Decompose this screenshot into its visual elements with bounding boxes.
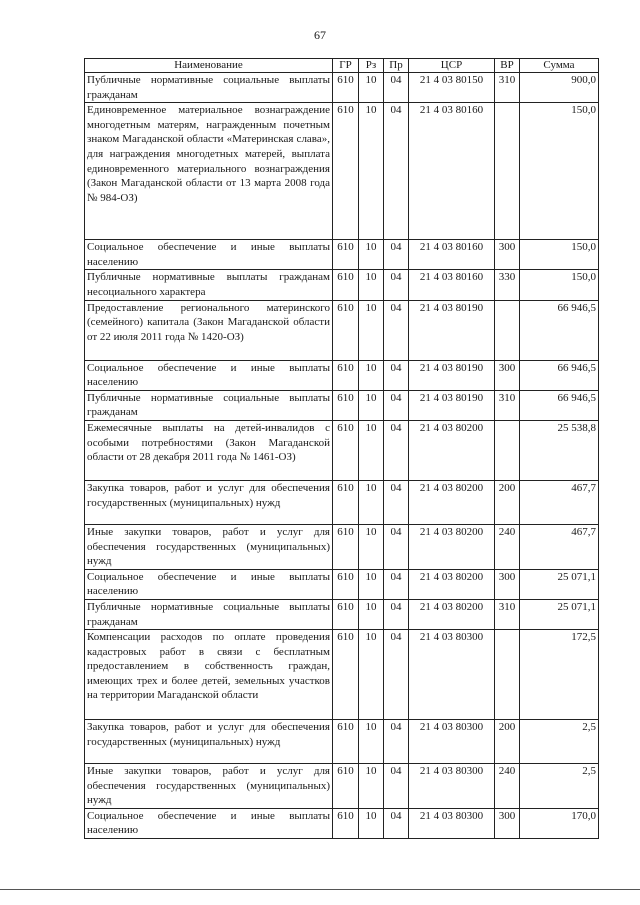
cell-name: Предоставление регионального материнского (семейного) капитала (Закон Магаданской области от 22 июля 2011 года № 1420-ОЗ)	[85, 300, 333, 360]
cell-csr: 21 4 03 80200	[409, 569, 495, 599]
cell-sum: 25 071,1	[520, 599, 599, 629]
cell-sum: 66 946,5	[520, 390, 599, 420]
cell-name: Публичные нормативные социальные выплаты гражданам	[85, 390, 333, 420]
cell-gr: 610	[333, 420, 359, 480]
cell-pr: 04	[384, 300, 409, 360]
cell-rz: 10	[359, 390, 384, 420]
cell-vr: 310	[495, 73, 520, 103]
cell-pr: 04	[384, 808, 409, 838]
cell-name: Ежемесячные выплаты на детей-инвалидов с особыми потребностями (Закон Магаданской области от 28 декабря 2011 года № 1461-ОЗ)	[85, 420, 333, 480]
cell-vr: 240	[495, 764, 520, 809]
cell-name: Социальное обеспечение и иные выплаты населению	[85, 569, 333, 599]
cell-csr: 21 4 03 80200	[409, 420, 495, 480]
table-row	[85, 420, 599, 480]
cell-csr: 21 4 03 80190	[409, 390, 495, 420]
cell-vr: 300	[495, 360, 520, 390]
cell-rz: 10	[359, 103, 384, 240]
header-sum: Сумма	[520, 59, 599, 73]
cell-sum: 150,0	[520, 270, 599, 300]
table-row	[85, 599, 599, 629]
table-row	[85, 808, 599, 838]
cell-pr: 04	[384, 764, 409, 809]
cell-rz: 10	[359, 73, 384, 103]
cell-gr: 610	[333, 73, 359, 103]
header-csr: ЦСР	[409, 59, 495, 73]
cell-gr: 610	[333, 360, 359, 390]
cell-name: Иные закупки товаров, работ и услуг для обеспечения государственных (муниципальных) нужд	[85, 524, 333, 569]
cell-vr: 300	[495, 569, 520, 599]
cell-csr: 21 4 03 80160	[409, 103, 495, 240]
table-row	[85, 480, 599, 524]
table-row	[85, 764, 599, 809]
cell-name: Социальное обеспечение и иные выплаты населению	[85, 240, 333, 270]
cell-csr: 21 4 03 80190	[409, 360, 495, 390]
cell-sum: 170,0	[520, 808, 599, 838]
cell-gr: 610	[333, 270, 359, 300]
cell-csr: 21 4 03 80200	[409, 480, 495, 524]
cell-gr: 610	[333, 764, 359, 809]
cell-sum: 150,0	[520, 103, 599, 240]
cell-csr: 21 4 03 80300	[409, 764, 495, 809]
cell-name: Публичные нормативные выплаты гражданам несоциального характера	[85, 270, 333, 300]
header-pr: Пр	[384, 59, 409, 73]
cell-name: Закупка товаров, работ и услуг для обеспечения государственных (муниципальных) нужд	[85, 480, 333, 524]
cell-vr	[495, 630, 520, 720]
cell-vr	[495, 300, 520, 360]
cell-rz: 10	[359, 720, 384, 764]
table-row	[85, 524, 599, 569]
cell-rz: 10	[359, 480, 384, 524]
table-row	[85, 630, 599, 720]
cell-sum: 467,7	[520, 524, 599, 569]
cell-name: Иные закупки товаров, работ и услуг для обеспечения государственных (муниципальных) нужд	[85, 764, 333, 809]
cell-name: Закупка товаров, работ и услуг для обеспечения государственных (муниципальных) нужд	[85, 720, 333, 764]
cell-gr: 610	[333, 569, 359, 599]
header-name: Наименование	[85, 59, 333, 73]
cell-gr: 610	[333, 808, 359, 838]
header-gr: ГР	[333, 59, 359, 73]
cell-rz: 10	[359, 630, 384, 720]
cell-vr	[495, 420, 520, 480]
cell-csr: 21 4 03 80150	[409, 73, 495, 103]
table-row	[85, 270, 599, 300]
cell-pr: 04	[384, 270, 409, 300]
cell-sum: 25 538,8	[520, 420, 599, 480]
table-row	[85, 103, 599, 240]
cell-pr: 04	[384, 569, 409, 599]
cell-gr: 610	[333, 300, 359, 360]
cell-pr: 04	[384, 720, 409, 764]
cell-gr: 610	[333, 240, 359, 270]
cell-vr: 300	[495, 808, 520, 838]
cell-gr: 610	[333, 630, 359, 720]
cell-name: Публичные нормативные социальные выплаты гражданам	[85, 599, 333, 629]
table-row	[85, 720, 599, 764]
cell-rz: 10	[359, 524, 384, 569]
cell-sum: 2,5	[520, 720, 599, 764]
cell-vr: 200	[495, 480, 520, 524]
cell-pr: 04	[384, 103, 409, 240]
header-rz: Рз	[359, 59, 384, 73]
table-row	[85, 300, 599, 360]
table-row	[85, 390, 599, 420]
cell-pr: 04	[384, 524, 409, 569]
cell-pr: 04	[384, 420, 409, 480]
cell-vr	[495, 103, 520, 240]
cell-rz: 10	[359, 569, 384, 599]
cell-csr: 21 4 03 80300	[409, 720, 495, 764]
cell-csr: 21 4 03 80300	[409, 808, 495, 838]
page-number: 67	[314, 28, 326, 42]
cell-sum: 467,7	[520, 480, 599, 524]
table-row	[85, 240, 599, 270]
cell-csr: 21 4 03 80190	[409, 300, 495, 360]
cell-pr: 04	[384, 240, 409, 270]
table-row	[85, 360, 599, 390]
cell-rz: 10	[359, 300, 384, 360]
cell-gr: 610	[333, 524, 359, 569]
cell-rz: 10	[359, 808, 384, 838]
header-vr: ВР	[495, 59, 520, 73]
cell-name: Социальное обеспечение и иные выплаты населению	[85, 360, 333, 390]
cell-pr: 04	[384, 630, 409, 720]
cell-rz: 10	[359, 240, 384, 270]
cell-rz: 10	[359, 360, 384, 390]
cell-rz: 10	[359, 270, 384, 300]
cell-rz: 10	[359, 420, 384, 480]
cell-gr: 610	[333, 599, 359, 629]
cell-rz: 10	[359, 599, 384, 629]
cell-name: Публичные нормативные социальные выплаты гражданам	[85, 73, 333, 103]
cell-gr: 610	[333, 103, 359, 240]
cell-pr: 04	[384, 480, 409, 524]
cell-gr: 610	[333, 720, 359, 764]
cell-name: Социальное обеспечение и иные выплаты населению	[85, 808, 333, 838]
cell-vr: 240	[495, 524, 520, 569]
table-header-row	[85, 59, 599, 73]
cell-sum: 66 946,5	[520, 300, 599, 360]
cell-name: Единовременное материальное вознаграждение многодетным матерям, награжденным почетным знаком Магаданской области «Материнская слава», для награждения многодетных матерей, выплата единовременного материального вознаграждения (Закон Магаданской области от 13 марта 2008 года № 984-ОЗ)	[85, 103, 333, 240]
cell-sum: 66 946,5	[520, 360, 599, 390]
cell-csr: 21 4 03 80200	[409, 599, 495, 629]
cell-csr: 21 4 03 80300	[409, 630, 495, 720]
cell-vr: 310	[495, 390, 520, 420]
cell-pr: 04	[384, 360, 409, 390]
table-row	[85, 569, 599, 599]
cell-sum: 900,0	[520, 73, 599, 103]
cell-pr: 04	[384, 73, 409, 103]
cell-sum: 25 071,1	[520, 569, 599, 599]
cell-pr: 04	[384, 390, 409, 420]
budget-table	[84, 58, 599, 839]
cell-sum: 2,5	[520, 764, 599, 809]
table-row	[85, 73, 599, 103]
page-bottom-rule	[0, 889, 640, 890]
cell-csr: 21 4 03 80160	[409, 270, 495, 300]
cell-vr: 330	[495, 270, 520, 300]
cell-pr: 04	[384, 599, 409, 629]
cell-csr: 21 4 03 80160	[409, 240, 495, 270]
cell-gr: 610	[333, 390, 359, 420]
cell-name: Компенсации расходов по оплате проведения кадастровых работ в связи с бесплатным предоставлением в собственность граждан, имеющих трех и более детей, земельных участков на территории Магаданской области	[85, 630, 333, 720]
cell-vr: 300	[495, 240, 520, 270]
cell-csr: 21 4 03 80200	[409, 524, 495, 569]
cell-sum: 172,5	[520, 630, 599, 720]
cell-vr: 310	[495, 599, 520, 629]
cell-gr: 610	[333, 480, 359, 524]
cell-rz: 10	[359, 764, 384, 809]
cell-vr: 200	[495, 720, 520, 764]
cell-sum: 150,0	[520, 240, 599, 270]
